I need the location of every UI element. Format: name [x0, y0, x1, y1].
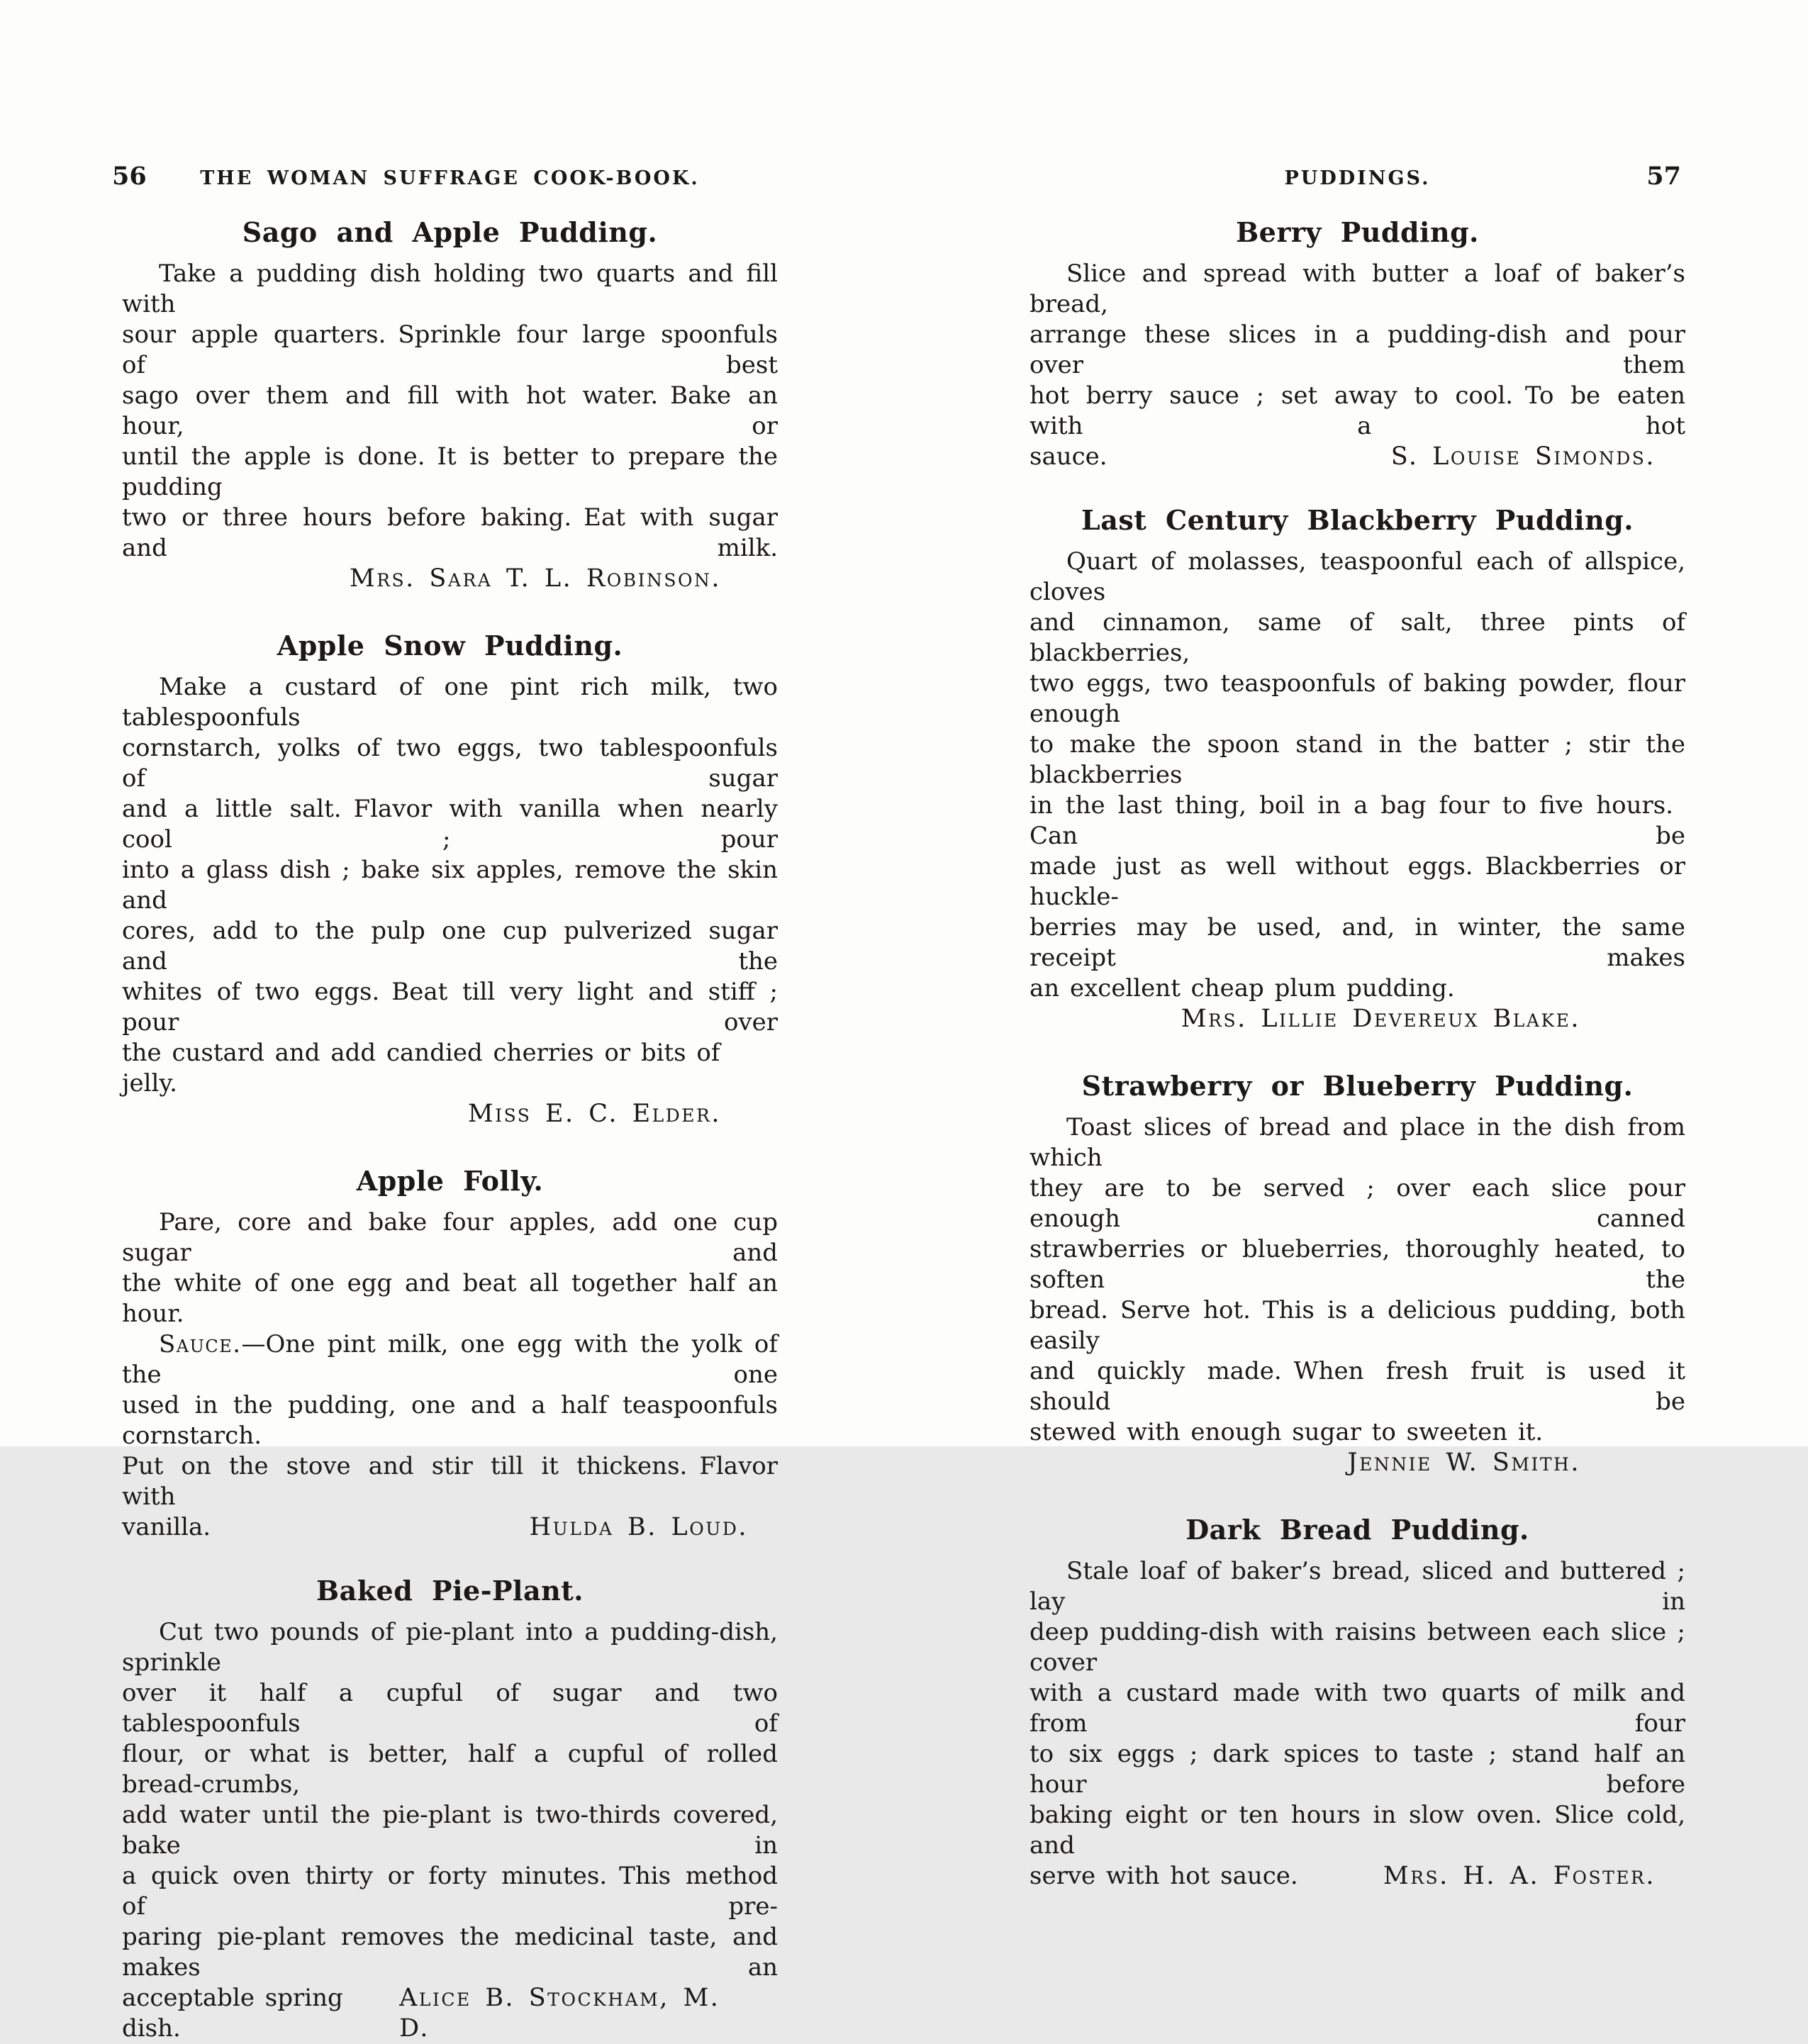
recipe-line: Stale loaf of baker’s bread, sliced and buttered ; lay in [1029, 1557, 1685, 1616]
recipe-attribution-line [1029, 1004, 1685, 1038]
recipe-attribution: Hulda B. Loud. [529, 1513, 748, 1541]
recipe-line: to make the spoon stand in the batter ; stir the blackberries [1029, 730, 1685, 789]
recipe-attribution-line [122, 564, 778, 598]
recipe [122, 1575, 778, 2044]
recipe-line: hot berry sauce ; set away to cool. To be eaten with a hot [1029, 381, 1685, 440]
page-57 [1029, 164, 1685, 1892]
recipe-line: the white of one egg and beat all together half an hour. [122, 1269, 778, 1328]
recipe [1029, 1514, 1685, 1892]
recipe-line: whites of two eggs. Beat till very light and stiff ; pour over [122, 978, 778, 1037]
recipe-body [122, 1617, 778, 2044]
recipe-line: sour apple quarters. Sprinkle four large spoonfuls of best [122, 320, 778, 379]
recipe-line: and quickly made. When fresh fruit is used it should be [1029, 1357, 1685, 1416]
recipe [122, 1166, 778, 1543]
recipe-attribution-line [1029, 1448, 1685, 1482]
recipe-line: into a glass dish ; bake six apples, remove the skin and [122, 856, 778, 915]
recipe-line: an excellent cheap plum pudding. [1029, 974, 1455, 1003]
recipe-line: Pare, core and bake four apples, add one cup sugar and [122, 1208, 778, 1267]
recipe-line-text: vanilla. [122, 1513, 211, 1541]
recipe-line: deep pudding-dish with raisins between each slice ; cover [1029, 1618, 1685, 1677]
recipe-attribution: Jennie W. Smith. [1347, 1448, 1580, 1477]
recipe-line-text: serve with hot sauce. [1029, 1862, 1298, 1890]
recipes-right [1029, 217, 1685, 1892]
recipe-line: add water until the pie-plant is two-thirds covered, bake in [122, 1801, 778, 1860]
recipe-body [1029, 1112, 1685, 1482]
recipe-line: Toast slices of bread and place in the dish from which [1029, 1113, 1685, 1172]
recipe-attribution-line [122, 1099, 778, 1133]
recipe-line-text: sauce. [1029, 442, 1107, 471]
recipe-line: baking eight or ten hours in slow oven. Slice cold, and [1029, 1801, 1685, 1860]
recipe-line: strawberries or blueberries, thoroughly heated, to soften the [1029, 1235, 1685, 1294]
recipe-attribution: Alice B. Stockham, M. D. [399, 1984, 720, 2043]
recipe-title: Strawberry or Blueberry Pudding. [1081, 1070, 1634, 1102]
recipe-line: flour, or what is better, half a cupful of rolled bread-crumbs, [122, 1740, 778, 1799]
recipe-line: bread. Serve hot. This is a delicious pudding, both easily [1029, 1296, 1685, 1355]
recipe-line: two eggs, two teaspoonfuls of baking powder, flour enough [1029, 669, 1685, 728]
recipe-title: Apple Folly. [356, 1165, 544, 1197]
recipe-line: in the last thing, boil in a bag four to five hours. Can be [1029, 791, 1685, 850]
recipe-title: Sago and Apple Pudding. [242, 216, 658, 248]
recipe [1029, 1071, 1685, 1482]
recipe-line: used in the pudding, one and a half teaspoonfuls cornstarch. [122, 1391, 778, 1450]
recipe-line: until the apple is done. It is better to prepare the pudding [122, 442, 778, 501]
recipe [122, 217, 778, 598]
recipe-line: and a little salt. Flavor with vanilla when nearly cool ; pour [122, 795, 778, 854]
recipe-line: paring pie-plant removes the medicinal taste, and makes an [122, 1923, 778, 1982]
recipe-line: over it half a cupful of sugar and two tablespoonfuls of [122, 1679, 778, 1738]
recipe-line: arrange these slices in a pudding-dish and pour over them [1029, 320, 1685, 379]
recipe-attribution: S. Louise Simonds. [1390, 442, 1656, 471]
recipe-line: the custard and add candied cherries or bits of jelly. [122, 1039, 720, 1098]
running-title-right: PUDDINGS. [1284, 167, 1431, 189]
recipe-line [1029, 1861, 1685, 1892]
page-56 [112, 162, 778, 2044]
recipe-body [1029, 259, 1685, 472]
recipe-attribution: Mrs. Lillie Devereux Blake. [1181, 1005, 1580, 1033]
recipe-line: Take a pudding dish holding two quarts and fill with [122, 259, 778, 318]
page-number-left: 56 [112, 162, 147, 191]
recipe-attribution: Mrs. H. A. Foster. [1383, 1862, 1656, 1890]
recipe-line: they are to be served ; over each slice pour enough canned [1029, 1174, 1685, 1233]
recipe-title: Baked Pie-Plant. [316, 1575, 584, 1607]
recipe-line: sago over them and fill with hot water. Bake an hour, or [122, 381, 778, 440]
recipe-line: Make a custard of one pint rich milk, two tablespoonfuls [122, 673, 778, 732]
recipe-body [1029, 1556, 1685, 1892]
recipe-line: Quart of molasses, teaspoonful each of allspice, cloves [1029, 547, 1685, 606]
recipe-title: Berry Pudding. [1236, 216, 1479, 248]
recipe-line-text: acceptable spring dish. [122, 1984, 343, 2043]
recipe-line: two or three hours before baking. Eat with sugar and milk. [122, 503, 778, 562]
recipe-body [1029, 547, 1685, 1038]
running-head-left [112, 162, 778, 191]
recipe-line: cores, add to the pulp one cup pulverized sugar and the [122, 917, 778, 976]
running-title-left: THE WOMAN SUFFRAGE COOK-BOOK. [200, 167, 700, 189]
recipe-title: Apple Snow Pudding. [277, 630, 623, 661]
recipe-line: berries may be used, and, in winter, the same receipt makes [1029, 913, 1685, 972]
smallcaps-lead: Sauce. [159, 1330, 242, 1358]
recipe-line [1029, 442, 1685, 472]
recipe-line: Slice and spread with butter a loaf of baker’s bread, [1029, 259, 1685, 318]
recipe [122, 630, 778, 1133]
recipe-line: Put on the stove and stir till it thickens. Flavor with [122, 1452, 778, 1511]
recipe-line: Cut two pounds of pie-plant into a pudding-dish, sprinkle [122, 1618, 778, 1677]
recipe-line: made just as well without eggs. Blackberries or huckle- [1029, 852, 1685, 911]
running-head-right [1029, 164, 1685, 190]
recipe-line: with a custard made with two quarts of milk and from four [1029, 1679, 1685, 1738]
recipe-line: a quick oven thirty or forty minutes. This method of pre- [122, 1862, 778, 1921]
recipe-title: Dark Bread Pudding. [1185, 1514, 1529, 1546]
recipe-body [122, 672, 778, 1133]
recipe-line: stewed with enough sugar to sweeten it. [1029, 1418, 1544, 1446]
recipe-line [122, 1512, 778, 1543]
page-number-right: 57 [1646, 162, 1681, 191]
recipe-line: cornstarch, yolks of two eggs, two tablespoonfuls of sugar [122, 734, 778, 793]
recipe-title: Last Century Blackberry Pudding. [1081, 504, 1634, 536]
recipe-attribution: Mrs. Sara T. L. Robinson. [349, 564, 721, 593]
recipe-attribution: Miss E. C. Elder. [467, 1100, 721, 1128]
recipe-body [122, 1207, 778, 1543]
recipe-body [122, 259, 778, 598]
recipe-line: and cinnamon, same of salt, three pints of blackberries, [1029, 608, 1685, 667]
recipe-line [122, 1983, 778, 2044]
recipe [1029, 505, 1685, 1038]
recipe-line: to six eggs ; dark spices to taste ; stand half an hour before [1029, 1740, 1685, 1799]
recipe [1029, 217, 1685, 472]
recipe-line: Sauce.—One pint milk, one egg with the yolk of the one [122, 1330, 778, 1389]
recipes-left [122, 217, 778, 2044]
